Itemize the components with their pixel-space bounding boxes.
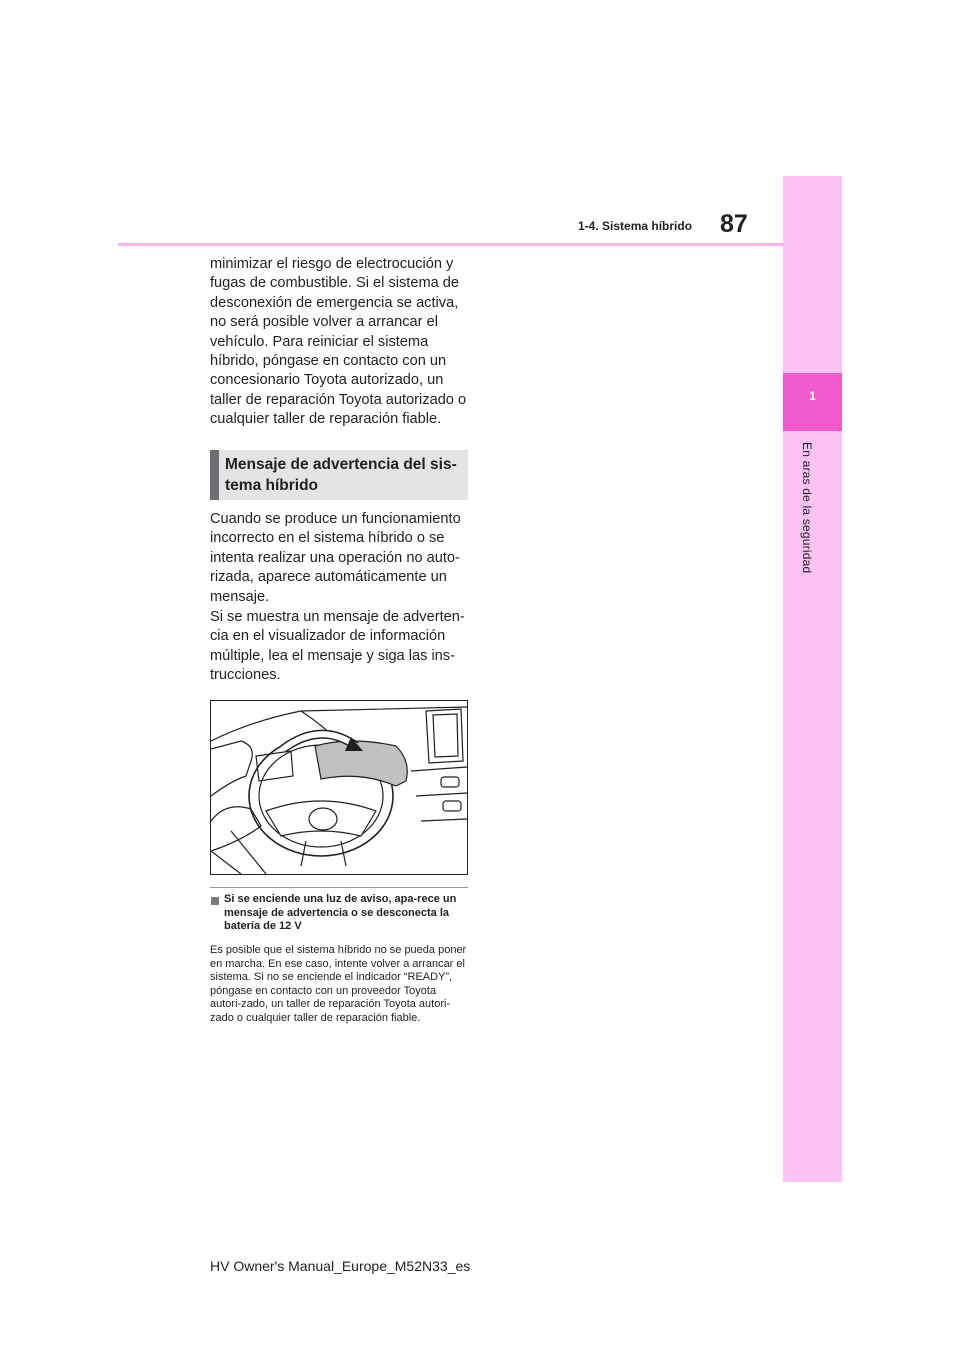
chapter-sidebar <box>783 176 842 1182</box>
intro-paragraph: minimizar el riesgo de electrocución y fugas de combustible. Si el sistema de desconexión de emergencia se activa, no será posible volver a arrancar el vehículo. Para reiniciar el sistema híbrido, póngase en contacto con un concesionario Toyota autorizado, un taller de reparación Toyota autorizado o cualquier taller de reparación fiable. <box>210 256 467 428</box>
section-title: 1-4. Sistema híbrido <box>578 219 693 233</box>
manual-id-footer: HV Owner's Manual_Europe_M52N33_es <box>210 1258 471 1274</box>
paragraph-warning-message: Si se muestra un mensaje de adverten-cia en el visualizador de información múltiple, lea el mensaje y siga las ins-trucciones. <box>210 609 465 684</box>
section-heading: Mensaje de advertencia del sis-tema híbrido <box>225 456 457 494</box>
paragraph-malfunction: Cuando se produce un funcionamiento incorrecto en el sistema híbrido o se intenta realizar una operación no auto-rizada, aparece automáticamente un mensaje. <box>210 511 461 605</box>
chapter-number: 1 <box>809 389 816 403</box>
note-body: Es posible que el sistema híbrido no se pueda poner en marcha. En ese caso, intente volver a arrancar el sistema. Si no se enciende el indicador “READY”, póngase en contacto con un proveedor Toyota autori-zado, un taller de reparación Toyota autori-zado o cualquier taller de reparación fiable. <box>210 944 467 1024</box>
dashboard-illustration <box>210 700 468 875</box>
note-rule <box>210 887 468 888</box>
note-square-icon <box>211 897 219 905</box>
heading-bar <box>210 450 219 500</box>
page-number: 87 <box>720 210 748 238</box>
chapter-title: En aras de la seguridad <box>800 442 814 574</box>
note-heading: Si se enciende una luz de aviso, apa-rece un mensaje de advertencia o se desconecta la batería de 12 V <box>224 893 457 932</box>
header-rule <box>118 243 784 246</box>
